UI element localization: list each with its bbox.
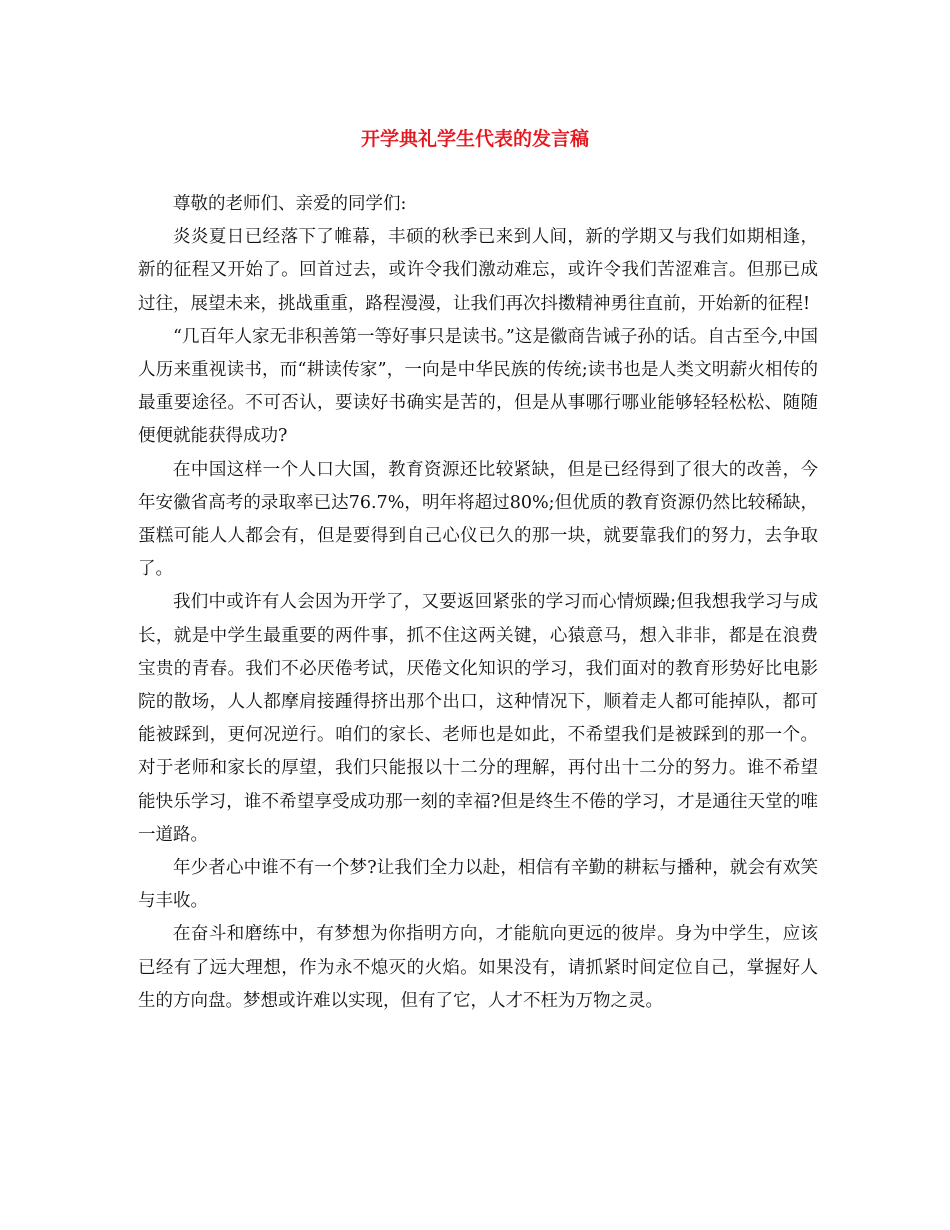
document-title: 开学典礼学生代表的发言稿 bbox=[360, 128, 589, 150]
body-paragraph: 在奋斗和磨练中，有梦想为你指明方向，才能航向更远的彼岸。身为中学生，应该已经有了远大理想，作为永不熄灭的火焰。如果没有，请抓紧时间定位自己，掌握好人生的方向盘。梦想或许难以实现，但有了它，人才不枉为万物之灵。 bbox=[138, 924, 818, 1011]
body-paragraph: 年少者心中谁不有一个梦?让我们全力以赴，相信有辛勤的耕耘与播种，就会有欢笑与丰收。 bbox=[138, 858, 818, 912]
salutation-paragraph: 尊敬的老师们、亲爱的同学们: bbox=[173, 194, 407, 214]
body-paragraph: 在中国这样一个人口大国，教育资源还比较紧缺，但是已经得到了很大的改善，今年安徽省高考的录取率已达76.7%，明年将超过80%;但优质的教育资源仍然比较稀缺，蛋糕可能人人都会有，但是要得到自己心仪已久的那一块，就要靠我们的努力，去争取了。 bbox=[138, 459, 818, 580]
body-paragraph: “几百年人家无非积善第一等好事只是读书。”这是徽商告诫子孙的话。自古至今,中国人历来重视读书，而“耕读传家”，一向是中华民族的传统;读书也是人类文明薪火相传的最重要途径。不可否认，要读好书确实是苦的，但是从事哪行哪业能够轻轻松松、随随便便就能获得成功? bbox=[138, 326, 818, 447]
document-body bbox=[138, 188, 818, 1018]
body-paragraph: 我们中或许有人会因为开学了，又要返回紧张的学习而心情烦躁;但我想我学习与成长，就是中学生最重要的两件事，抓不住这两关键，心猿意马，想入非非，都是在浪费宝贵的青春。我们不必厌倦考试，厌倦文化知识的学习，我们面对的教育形势好比电影院的散场，人人都摩肩接踵得挤出那个出口，这种情况下，顺着走人都可能掉队，都可能被踩到，更何况逆行。咱们的家长、老师也是如此，不希望我们是被踩到的那一个。对于老师和家长的厚望，我们只能报以十二分的理解，再付出十二分的努力。谁不希望能快乐学习，谁不希望享受成功那一刻的幸福?但是终生不倦的学习，才是通往天堂的唯一道路。 bbox=[138, 592, 818, 845]
body-paragraph: 炎炎夏日已经落下了帷幕，丰硕的秋季已来到人间，新的学期又与我们如期相逢，新的征程又开始了。回首过去，或许令我们激动难忘，或许令我们苦涩难言。但那已成过往，展望未来，挑战重重，路程漫漫，让我们再次抖擞精神勇往直前，开始新的征程! bbox=[138, 227, 818, 314]
